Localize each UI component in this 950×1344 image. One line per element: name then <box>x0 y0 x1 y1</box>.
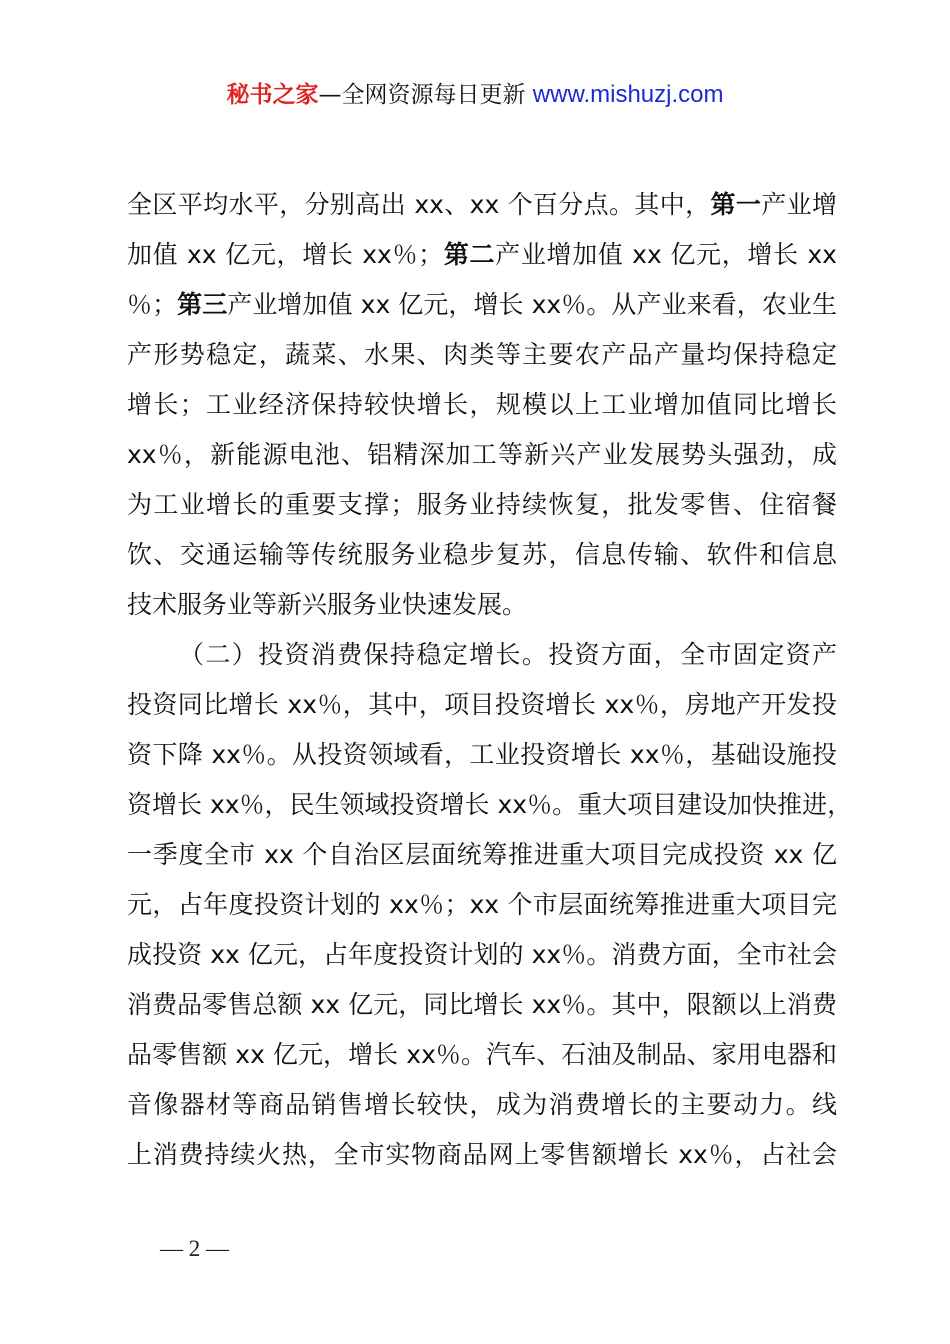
text-line: 上消费持续火热，全市实物商品网上零售额增长 xx％，占社会 <box>127 1140 837 1169</box>
text-line: 增长；工业经济保持较快增长，规模以上工业增加值同比增长 <box>127 390 837 419</box>
paragraph-end-line: 技术服务业等新兴服务业快速发展。 <box>127 590 528 619</box>
text-line: xx％，新能源电池、铝精深加工等新兴产业发展势头强劲，成 <box>127 440 837 469</box>
text-line: 饮、交通运输等传统服务业稳步复苏，信息传输、软件和信息 <box>127 540 837 569</box>
document-body <box>127 180 853 1180</box>
text-line: 元，占年度投资计划的 xx％；xx 个市层面统筹推进重大项目完 <box>127 890 837 919</box>
text-line: ％；第三产业增加值 xx 亿元，增长 xx％。从产业来看，农业生 <box>127 290 837 319</box>
text-line: 资下降 xx％。从投资领域看，工业投资增长 xx％，基础设施投 <box>127 740 837 769</box>
page-number: — 2 — <box>160 1236 229 1261</box>
text-line: 加值 xx 亿元，增长 xx％；第二产业增加值 xx 亿元，增长 xx <box>127 240 837 269</box>
text-line: 全区平均水平，分别高出 xx、xx 个百分点。其中，第一产业增 <box>127 190 837 219</box>
page-header <box>0 78 950 112</box>
text-line: 为工业增长的重要支撑；服务业持续恢复，批发零售、住宿餐 <box>127 490 837 519</box>
text-line: 品零售额 xx 亿元，增长 xx％。汽车、石油及制品、家用电器和 <box>127 1040 837 1069</box>
bold-term: 第一 <box>710 190 762 219</box>
text-line: 音像器材等商品销售增长较快，成为消费增长的主要动力。线 <box>127 1090 837 1119</box>
header-dash: — <box>318 82 342 108</box>
text-line: 资增长 xx％，民生领域投资增长 xx％。重大项目建设加快推进， <box>127 790 853 819</box>
bold-term: 第三 <box>177 290 228 319</box>
site-slogan: 全网资源每日更新 <box>341 82 526 108</box>
site-url-link[interactable]: www.mishuzj.com <box>532 81 724 108</box>
bold-term: 第二 <box>443 240 496 269</box>
site-brand: 秘书之家 <box>226 82 319 108</box>
text-line: 投资同比增长 xx％，其中，项目投资增长 xx％，房地产开发投 <box>127 690 837 719</box>
text-line: 一季度全市 xx 个自治区层面统筹推进重大项目完成投资 xx 亿 <box>127 840 837 869</box>
section-heading-line: （二）投资消费保持稳定增长。投资方面，全市固定资产 <box>179 640 837 669</box>
text-line: 消费品零售总额 xx 亿元，同比增长 xx％。其中，限额以上消费 <box>127 990 837 1019</box>
text-line: 成投资 xx 亿元，占年度投资计划的 xx％。消费方面，全市社会 <box>127 940 837 969</box>
text-line: 产形势稳定，蔬菜、水果、肉类等主要农产品产量均保持稳定 <box>127 340 837 369</box>
